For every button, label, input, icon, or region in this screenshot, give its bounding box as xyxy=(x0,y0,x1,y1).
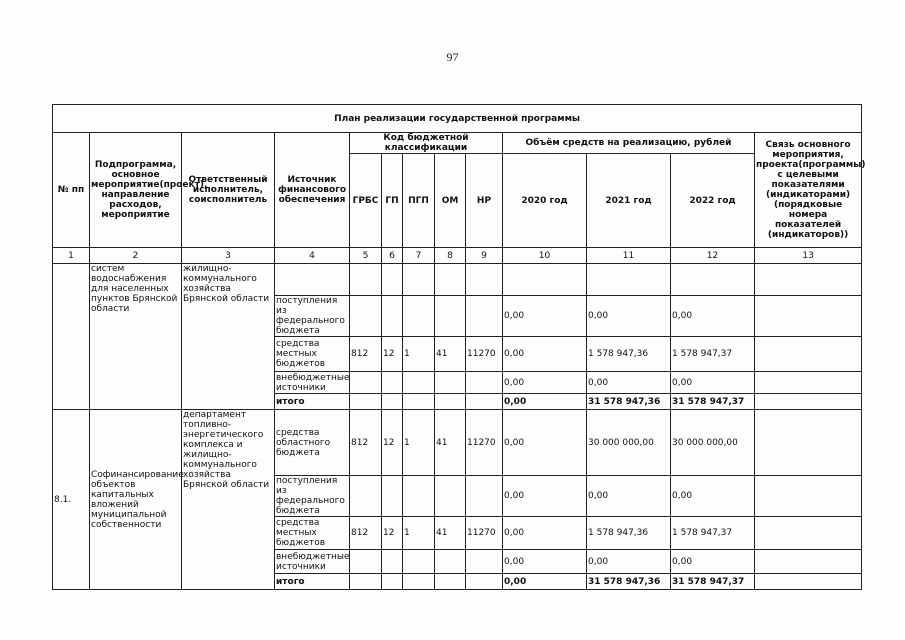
link-cell xyxy=(755,574,862,590)
amount-2020-cell: 0,00 xyxy=(503,550,587,574)
np-cell: 11270 xyxy=(466,337,503,372)
source-cell: итого xyxy=(275,394,350,410)
np-cell xyxy=(466,264,503,296)
amount-2020-cell: 0,00 xyxy=(503,372,587,394)
column-number: 3 xyxy=(182,248,275,264)
amount-2022-cell: 0,00 xyxy=(671,296,755,337)
grbs-cell xyxy=(350,476,382,517)
column-number: 5 xyxy=(350,248,382,264)
grbs-cell xyxy=(350,394,382,410)
gp-cell: 12 xyxy=(382,337,403,372)
om-cell xyxy=(435,296,466,337)
source-cell: средства местных бюджетов xyxy=(275,337,350,372)
amount-2021-cell: 1 578 947,36 xyxy=(587,517,671,550)
grbs-cell xyxy=(350,550,382,574)
header-2021: 2021 год xyxy=(587,154,671,248)
header-pgp: ПГП xyxy=(403,154,435,248)
source-cell: поступления из федерального бюджета xyxy=(275,476,350,517)
column-numbers-row xyxy=(53,248,862,264)
header-np: НР xyxy=(466,154,503,248)
column-number: 12 xyxy=(671,248,755,264)
subprogram-cell: систем водоснабжения для населенных пунктов Брянской области xyxy=(90,264,182,410)
header-link: Связь основного мероприятия, проекта(программы) с целевыми показателями (индикаторами) (порядковые номера показателей (индикаторов)) xyxy=(755,133,862,248)
column-number: 10 xyxy=(503,248,587,264)
column-number: 8 xyxy=(435,248,466,264)
program-plan-table xyxy=(52,104,866,590)
column-number: 7 xyxy=(403,248,435,264)
pgp-cell xyxy=(403,574,435,590)
np-cell xyxy=(466,394,503,410)
header-grbs: ГРБС xyxy=(350,154,382,248)
np-cell: 11270 xyxy=(466,517,503,550)
source-cell: внебюджетные источники xyxy=(276,372,350,393)
column-number: 11 xyxy=(587,248,671,264)
row-number xyxy=(53,264,90,410)
link-cell xyxy=(755,337,862,372)
om-cell xyxy=(435,264,466,296)
amount-2021-cell: 0,00 xyxy=(587,372,671,394)
header-2022: 2022 год xyxy=(671,154,755,248)
grbs-cell: 812 xyxy=(350,337,382,372)
amount-2022-cell xyxy=(671,264,755,296)
link-cell xyxy=(755,476,862,517)
grbs-cell: 812 xyxy=(350,517,382,550)
amount-2022-cell: 31 578 947,37 xyxy=(671,574,755,590)
grbs-cell xyxy=(350,264,382,296)
amount-2021-cell: 31 578 947,36 xyxy=(587,394,671,410)
np-cell xyxy=(466,476,503,517)
amount-2022-cell: 0,00 xyxy=(671,476,755,517)
gp-cell: 12 xyxy=(382,517,403,550)
grbs-cell xyxy=(350,574,382,590)
om-cell xyxy=(435,394,466,410)
column-number: 6 xyxy=(382,248,403,264)
pgp-cell: 1 xyxy=(403,337,435,372)
amount-2020-cell: 0,00 xyxy=(503,394,587,410)
gp-cell xyxy=(382,574,403,590)
amount-2021-cell: 1 578 947,36 xyxy=(587,337,671,372)
pgp-cell xyxy=(403,264,435,296)
header-gp: ГП xyxy=(382,154,403,248)
amount-2020-cell: 0,00 xyxy=(503,410,587,476)
link-cell xyxy=(755,394,862,410)
amount-2020-cell: 0,00 xyxy=(503,517,587,550)
source-cell: итого xyxy=(275,574,350,590)
gp-cell xyxy=(382,550,403,574)
source-cell xyxy=(275,264,350,296)
gp-cell xyxy=(382,296,403,337)
header-responsible: Ответственный исполнитель, соисполнитель xyxy=(182,133,275,248)
pgp-cell xyxy=(403,476,435,517)
header-2020: 2020 год xyxy=(503,154,587,248)
column-number: 1 xyxy=(53,248,90,264)
header-source: Источник финансового обеспечения xyxy=(275,133,350,248)
amount-2021-cell: 31 578 947,36 xyxy=(587,574,671,590)
grbs-cell: 812 xyxy=(350,410,382,476)
amount-2022-cell: 0,00 xyxy=(671,372,755,394)
header-num: № пп xyxy=(53,133,90,248)
amount-2022-cell: 30 000 000,00 xyxy=(671,410,755,476)
np-cell xyxy=(466,550,503,574)
amount-2020-cell: 0,00 xyxy=(503,476,587,517)
source-cell: внебюджетные источники xyxy=(276,551,350,572)
om-cell xyxy=(435,574,466,590)
pgp-cell: 1 xyxy=(403,517,435,550)
om-cell: 41 xyxy=(435,517,466,550)
gp-cell xyxy=(382,476,403,517)
source-cell: поступления из федерального бюджета xyxy=(275,296,350,337)
header-om: ОМ xyxy=(435,154,466,248)
om-cell: 41 xyxy=(435,410,466,476)
amount-2022-cell: 31 578 947,37 xyxy=(671,394,755,410)
amount-2022-cell: 0,00 xyxy=(671,550,755,574)
np-cell: 11270 xyxy=(466,410,503,476)
amount-2020-cell: 0,00 xyxy=(503,337,587,372)
table-title: План реализации государственной программы xyxy=(53,105,862,133)
amount-2020-cell xyxy=(503,264,587,296)
pgp-cell xyxy=(403,550,435,574)
column-number: 9 xyxy=(466,248,503,264)
np-cell xyxy=(466,574,503,590)
amount-2020-cell: 0,00 xyxy=(503,574,587,590)
header-budget-code: Код бюджетной классификации xyxy=(350,133,503,154)
amount-2021-cell: 30 000 000,00 xyxy=(587,410,671,476)
pgp-cell xyxy=(403,394,435,410)
link-cell xyxy=(755,410,862,476)
pgp-cell xyxy=(403,372,435,394)
header-volume: Объём средств на реализацию, рублей xyxy=(503,133,755,154)
grbs-cell xyxy=(350,372,382,394)
column-number: 4 xyxy=(275,248,350,264)
header-subprogram: Подпрограмма, основное мероприятие(проект), направление расходов, мероприятие xyxy=(90,133,182,248)
gp-cell xyxy=(382,264,403,296)
amount-2021-cell xyxy=(587,264,671,296)
link-cell xyxy=(755,517,862,550)
amount-2021-cell: 0,00 xyxy=(587,476,671,517)
amount-2022-cell: 1 578 947,37 xyxy=(671,337,755,372)
pgp-cell: 1 xyxy=(403,410,435,476)
table-row xyxy=(53,264,862,296)
link-cell xyxy=(755,550,862,574)
gp-cell xyxy=(382,394,403,410)
om-cell xyxy=(435,550,466,574)
table-row xyxy=(53,410,862,476)
subprogram-cell: Софинансирование объектов капитальных вложений муниципальной собственности xyxy=(90,410,182,590)
column-number: 13 xyxy=(755,248,862,264)
link-cell xyxy=(755,296,862,337)
amount-2021-cell: 0,00 xyxy=(587,550,671,574)
gp-cell: 12 xyxy=(382,410,403,476)
responsible-cell: департамент топливно-энергетического комплекса и жилищно-коммунального хозяйства Брянской области xyxy=(182,410,275,590)
grbs-cell xyxy=(350,296,382,337)
gp-cell xyxy=(382,372,403,394)
np-cell xyxy=(466,372,503,394)
column-number: 2 xyxy=(90,248,182,264)
np-cell xyxy=(466,296,503,337)
link-cell xyxy=(755,372,862,394)
source-cell: средства местных бюджетов xyxy=(275,517,350,550)
pgp-cell xyxy=(403,296,435,337)
om-cell: 41 xyxy=(435,337,466,372)
om-cell xyxy=(435,372,466,394)
amount-2021-cell: 0,00 xyxy=(587,296,671,337)
row-number: 8.1. xyxy=(53,410,90,590)
amount-2022-cell: 1 578 947,37 xyxy=(671,517,755,550)
om-cell xyxy=(435,476,466,517)
page-number: 97 xyxy=(446,50,459,64)
amount-2020-cell: 0,00 xyxy=(503,296,587,337)
link-cell xyxy=(755,264,862,296)
responsible-cell: жилищно-коммунального хозяйства Брянской области xyxy=(182,264,275,410)
source-cell: средства областного бюджета xyxy=(275,410,350,476)
